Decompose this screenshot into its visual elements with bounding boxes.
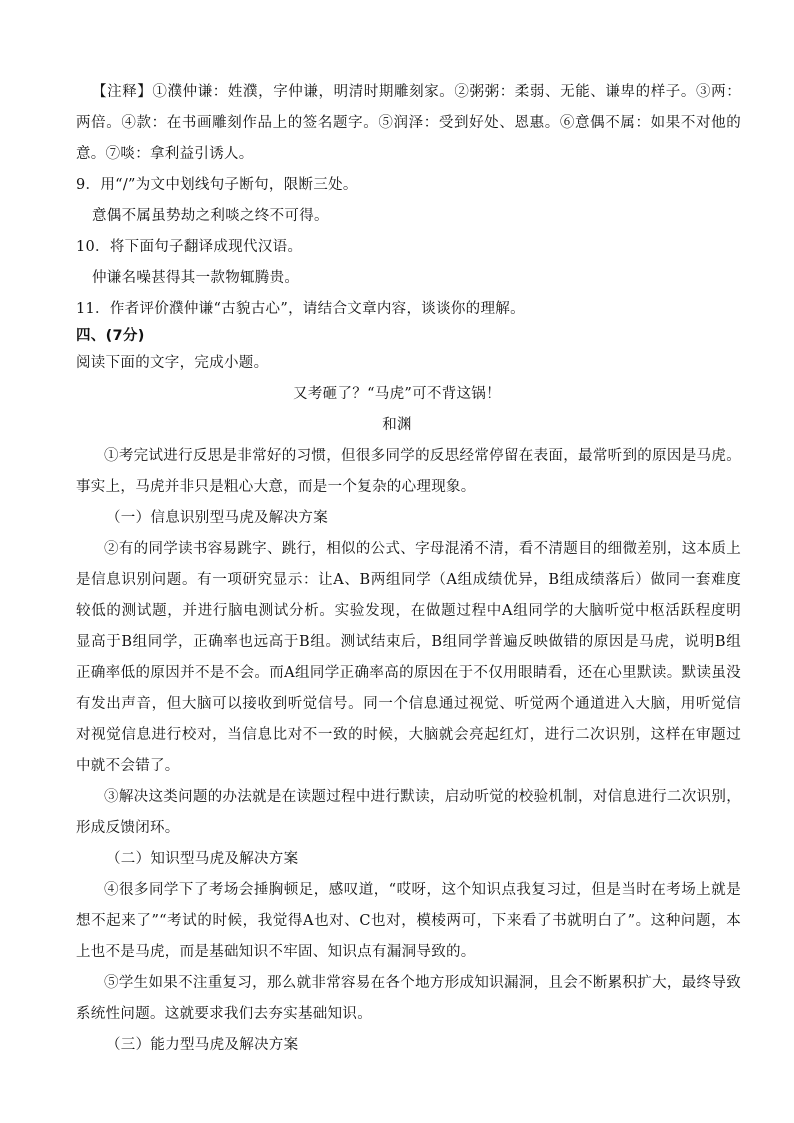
subsection-heading: （三）能力型马虎及解决方案: [106, 1037, 299, 1053]
paragraph-line: 中就不会错了。: [76, 758, 180, 774]
subsection-heading: （一）信息识别型马虎及解决方案: [106, 510, 328, 526]
paragraph-line: 形成反馈闭环。: [76, 820, 180, 836]
article-title: 又考砸了？“马虎”可不背这锅！: [293, 386, 501, 402]
question-11: 11．作者评价濮仲谦“古貌古心”，请结合文章内容，谈谈你的理解。: [76, 301, 525, 317]
paragraph-line: ⑤学生如果不注重复习，那么就非常容易在各个地方形成知识漏洞，且会不断累积扩大，最终导致: [104, 975, 741, 991]
question-10: 10．将下面句子翻译成现代汉语。: [76, 239, 303, 255]
paragraph-line: 上也不是马虎，而是基础知识不牢固、知识点有漏洞导致的。: [76, 944, 476, 960]
paragraph-line: 有发出声音，但大脑可以接收到听觉信号。同一个信息通过视觉、听觉两个通道进入大脑，用听觉信: [76, 696, 741, 712]
question-9: 9．用“/”为文中划线句子断句，限断三处。: [76, 177, 358, 193]
question-10-sentence: 仲谦名噪甚得其一款物辄腾贵。: [92, 270, 300, 286]
article-author: 和渊: [382, 417, 412, 433]
paragraph-line: 显高于B组同学，正确率也远高于B组。测试结束后，B组同学普遍反映做错的原因是马虎，说明B组: [76, 634, 741, 650]
paragraph-line: 事实上，马虎并非只是粗心大意，而是一个复杂的心理现象。: [76, 479, 476, 495]
question-9-sentence: 意偶不属虽势劫之利啖之终不可得。: [92, 208, 329, 224]
paragraph-line: ③解决这类问题的办法就是在读题过程中进行默读，启动听觉的校验机制，对信息进行二次识别，: [104, 789, 741, 805]
paragraph-line: ②有的同学读书容易跳字、跳行，相似的公式、字母混淆不清，看不清题目的细微差别，这本质上: [104, 541, 741, 557]
paragraph-line: 想不起来了”“考试的时候，我觉得A也对、C也对，模棱两可，下来看了书就明白了”。这种问题，本: [76, 913, 741, 929]
paragraph-line: ①考完试进行反思是非常好的习惯，但很多同学的反思经常停留在表面，最常听到的原因是马虎。: [104, 448, 741, 464]
paragraph-line: 是信息识别问题。有一项研究显示：让A、B两组同学（A组成绩优异，B组成绩落后）做同一套难度: [76, 572, 741, 588]
annotation-line-2: 两倍。④款：在书画雕刻作品上的签名题字。⑤润泽：受到好处、恩惠。⑥意偶不属：如果不对他的: [76, 115, 741, 131]
paragraph-line: 正确率低的原因并不是不会。而A组同学正确率高的原因在于不仅用眼睛看，还在心里默读。默读虽没: [76, 665, 741, 681]
paragraph-line: 对视觉信息进行校对，当信息比对不一致的时候，大脑就会亮起红灯，进行二次识别，这样在审题过: [76, 727, 741, 743]
annotation-line-1: 【注释】①濮仲谦：姓濮，字仲谦，明清时期雕刻家。②粥粥：柔弱、无能、谦卑的样子。③两：: [92, 84, 741, 100]
instruction: 阅读下面的文字，完成小题。: [76, 355, 269, 371]
subsection-heading: （二）知识型马虎及解决方案: [106, 851, 299, 867]
paragraph-line: ④很多同学下了考场会捶胸顿足，感叹道，“哎呀，这个知识点我复习过，但是当时在考场上就是: [104, 882, 741, 898]
section-heading: 四、(7分): [76, 328, 145, 344]
paragraph-line: 系统性问题。这就要求我们去夯实基础知识。: [76, 1006, 372, 1022]
paragraph-line: 较低的测试题，并进行脑电测试分析。实验发现，在做题过程中A组同学的大脑听觉中枢活跃程度明: [76, 603, 741, 619]
annotation-line-3: 意。⑦啖：拿利益引诱人。: [76, 146, 254, 162]
